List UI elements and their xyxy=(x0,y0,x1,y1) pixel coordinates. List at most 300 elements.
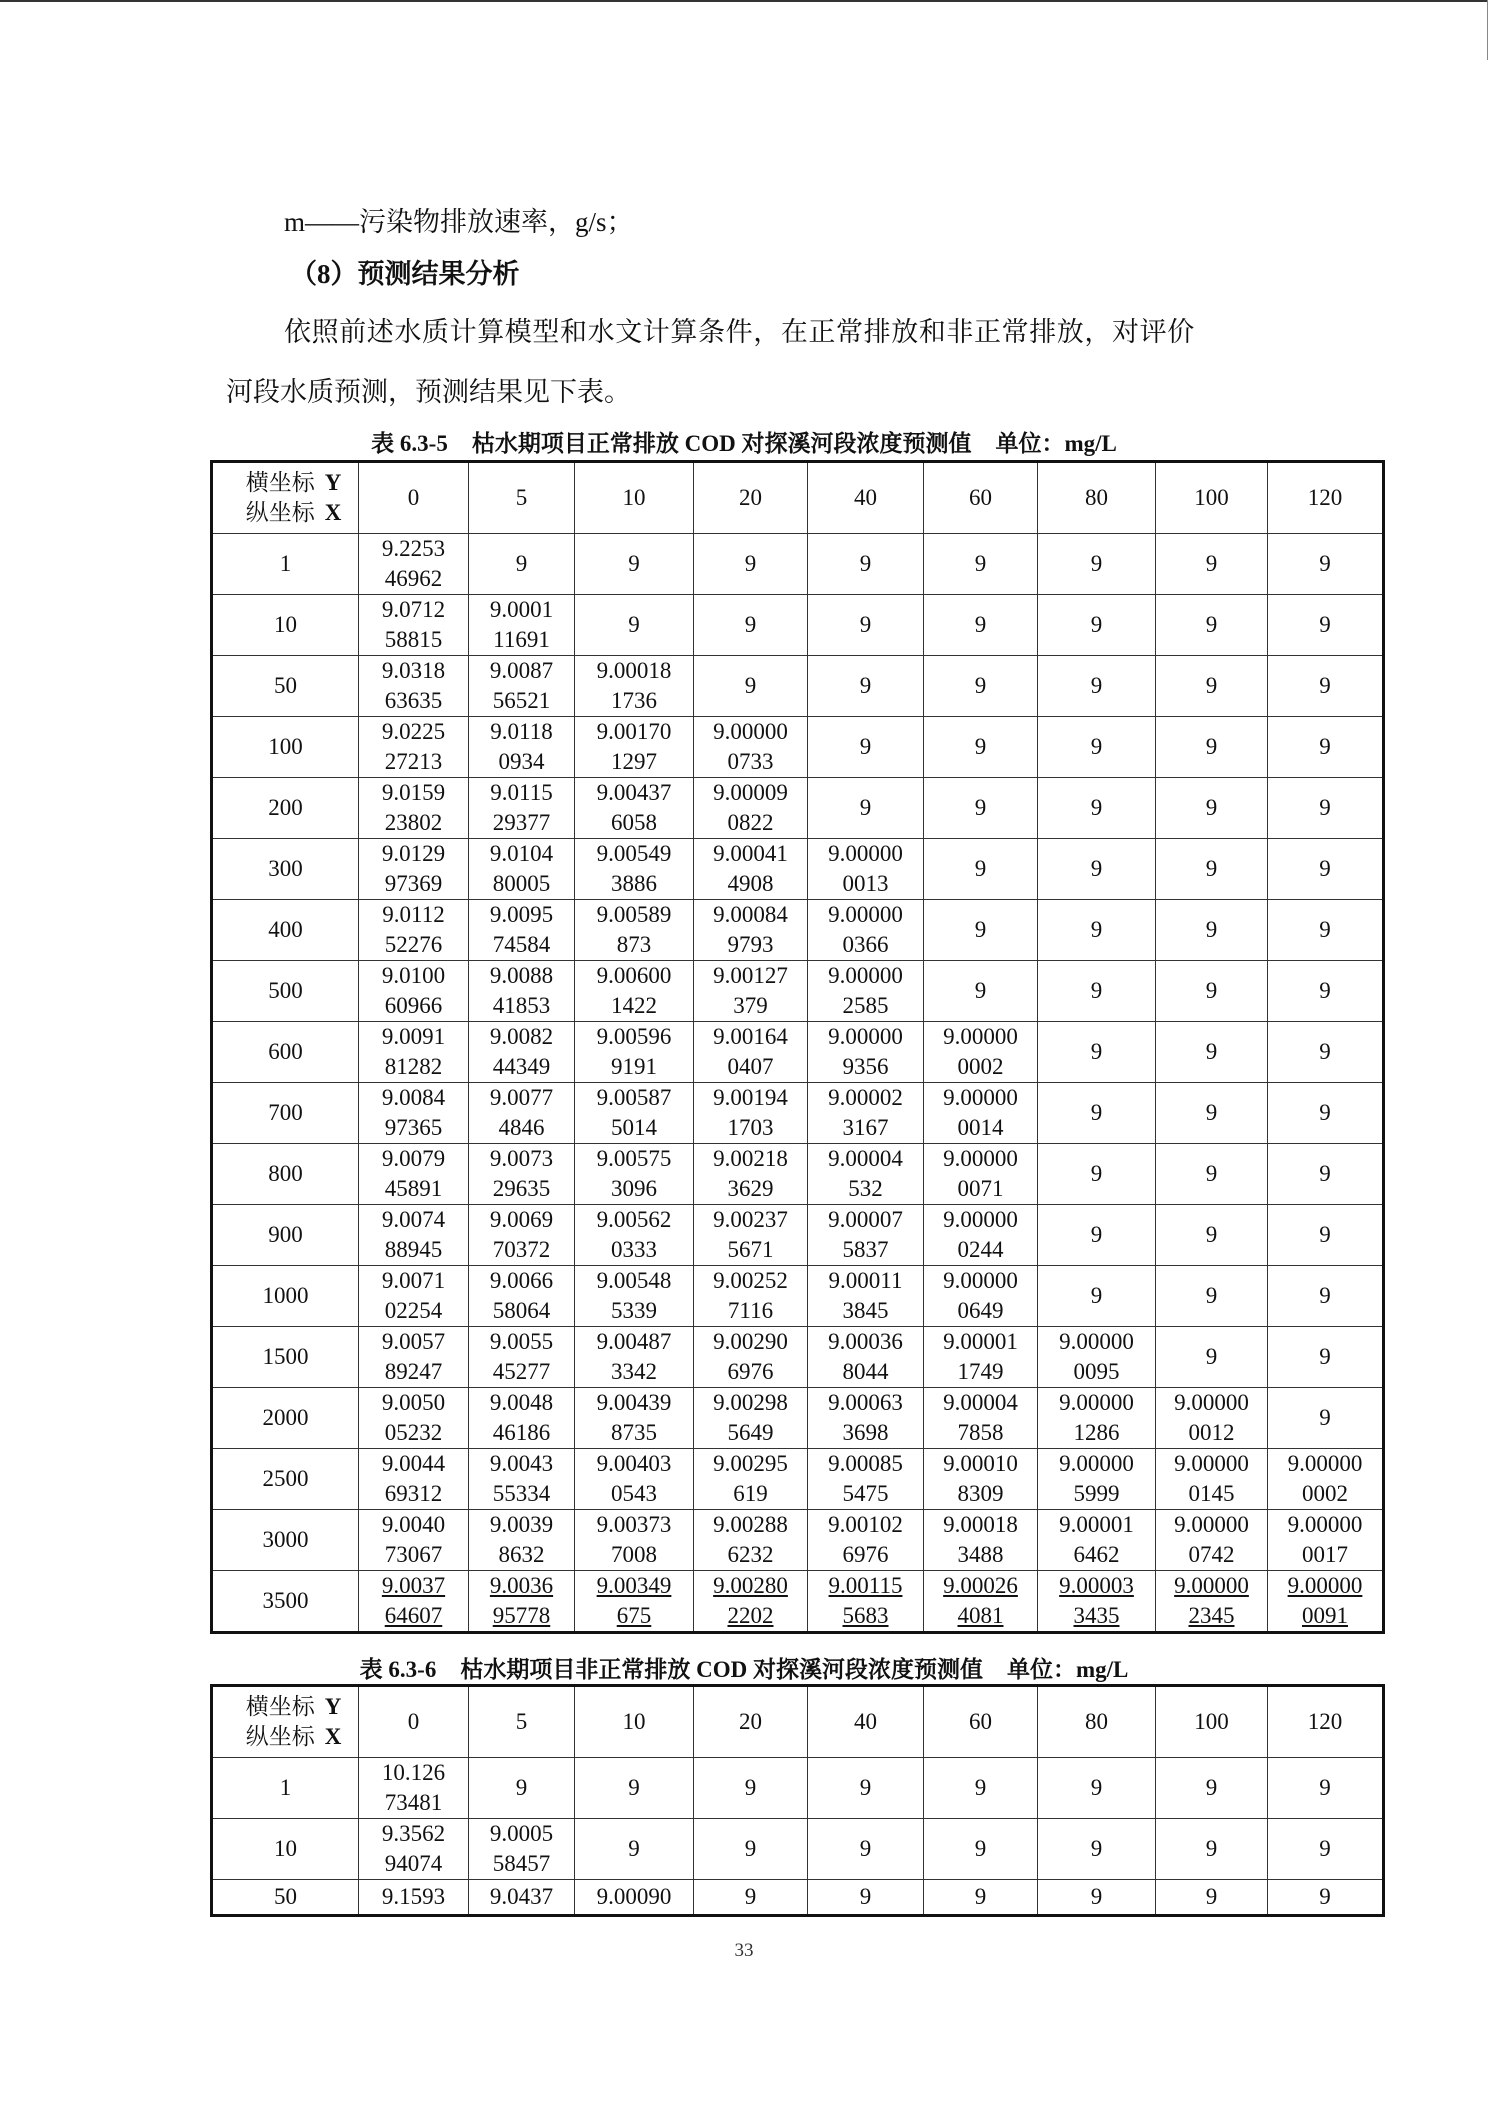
concentration-cell xyxy=(575,1022,694,1083)
value-line-1: 9.00000 xyxy=(828,963,903,988)
value-line-2: 3629 xyxy=(727,1176,774,1201)
concentration-cell xyxy=(1268,717,1384,778)
value-line-1: 9.0055 xyxy=(489,1329,554,1354)
row-header-x: 900 xyxy=(212,1205,359,1266)
value-line-1: 9 xyxy=(1319,1884,1331,1909)
table-row xyxy=(212,534,1384,595)
value-line-2: 7008 xyxy=(611,1542,657,1567)
x-axis-letter: X xyxy=(324,1724,342,1749)
row-header-x: 2500 xyxy=(212,1449,359,1510)
value-line-1: 9 xyxy=(1205,856,1218,881)
value-line-1: 9.00000 xyxy=(1287,1573,1363,1598)
value-line-1: 9 xyxy=(974,917,987,942)
value-line-1: 9.00003 xyxy=(1059,1573,1134,1598)
value-line-1: 9.00298 xyxy=(713,1390,788,1415)
value-line-1: 9 xyxy=(1090,1836,1103,1861)
value-line-1: 9 xyxy=(1319,551,1331,576)
concentration-cell xyxy=(469,961,575,1022)
column-header-y: 100 xyxy=(1156,462,1268,534)
body-paragraph-line-1: 依照前述水质计算模型和水文计算条件，在正常排放和非正常排放，对评价 xyxy=(284,317,1195,347)
corner-header-cell xyxy=(212,462,359,534)
value-line-1: 9 xyxy=(974,856,987,881)
value-line-2: 0145 xyxy=(1188,1481,1235,1506)
value-line-1: 9.00002 xyxy=(828,1085,903,1110)
value-line-1: 9 xyxy=(1205,795,1218,820)
column-header-y: 40 xyxy=(808,1686,924,1758)
value-line-1: 9 xyxy=(859,673,872,698)
concentration-cell xyxy=(1156,1449,1268,1510)
concentration-cell xyxy=(1156,717,1268,778)
value-line-1: 9.0069 xyxy=(489,1207,554,1232)
column-header-y: 100 xyxy=(1156,1686,1268,1758)
concentration-cell xyxy=(924,1205,1038,1266)
concentration-cell xyxy=(575,1449,694,1510)
concentration-cell xyxy=(1156,1388,1268,1449)
concentration-cell xyxy=(1268,1083,1384,1144)
value-line-2: 3435 xyxy=(1073,1603,1120,1628)
value-line-2: 81282 xyxy=(384,1054,443,1079)
value-line-1: 9 xyxy=(1090,1884,1103,1909)
table-row xyxy=(212,778,1384,839)
value-line-2: 58457 xyxy=(492,1851,551,1876)
column-header-y: 120 xyxy=(1268,1686,1384,1758)
value-line-1: 9.00218 xyxy=(713,1146,788,1171)
table-row xyxy=(212,1880,1384,1916)
concentration-cell xyxy=(1038,595,1156,656)
value-line-1: 9.0005 xyxy=(489,1821,554,1846)
table-row xyxy=(212,1144,1384,1205)
concentration-cell xyxy=(359,1819,469,1880)
value-line-1: 9 xyxy=(974,1775,987,1800)
value-line-2: 0071 xyxy=(957,1176,1004,1201)
value-line-1: 9 xyxy=(1319,1283,1331,1308)
concentration-cell xyxy=(694,1083,808,1144)
concentration-cell xyxy=(1268,1510,1384,1571)
row-header-x: 600 xyxy=(212,1022,359,1083)
x-axis-label: 纵坐标 xyxy=(245,500,315,525)
concentration-cell xyxy=(1268,778,1384,839)
concentration-cell xyxy=(924,534,1038,595)
concentration-cell xyxy=(1038,656,1156,717)
caption-id: 表 6.3-5 xyxy=(371,431,448,456)
value-line-2: 6058 xyxy=(611,810,657,835)
value-line-1: 9 xyxy=(1090,1039,1103,1064)
table-row xyxy=(212,961,1384,1022)
column-header-y: 10 xyxy=(575,462,694,534)
concentration-cell xyxy=(808,1022,924,1083)
value-line-2: 45277 xyxy=(492,1359,551,1384)
concentration-cell xyxy=(1038,1819,1156,1880)
concentration-cell xyxy=(924,656,1038,717)
concentration-cell xyxy=(359,1205,469,1266)
value-line-1: 9 xyxy=(1090,1100,1103,1125)
concentration-cell xyxy=(469,1205,575,1266)
value-line-1: 9 xyxy=(1205,1775,1218,1800)
value-line-2: 89247 xyxy=(384,1359,443,1384)
value-line-2: 1736 xyxy=(611,688,657,713)
concentration-cell xyxy=(359,1449,469,1510)
concentration-cell xyxy=(1268,1144,1384,1205)
row-header-x: 10 xyxy=(212,595,359,656)
concentration-cell xyxy=(469,839,575,900)
concentration-cell xyxy=(808,656,924,717)
concentration-cell xyxy=(1038,1388,1156,1449)
x-axis-letter: X xyxy=(324,500,342,525)
concentration-cell xyxy=(469,1571,575,1633)
concentration-cell xyxy=(359,534,469,595)
row-header-x: 1000 xyxy=(212,1266,359,1327)
concentration-cell xyxy=(1268,900,1384,961)
concentration-cell xyxy=(924,1510,1038,1571)
concentration-cell xyxy=(808,595,924,656)
table-row xyxy=(212,1022,1384,1083)
concentration-cell xyxy=(469,778,575,839)
table-row xyxy=(212,1388,1384,1449)
value-line-2: 0366 xyxy=(842,932,889,957)
value-line-1: 9 xyxy=(859,795,872,820)
value-line-2: 0742 xyxy=(1188,1542,1235,1567)
concentration-cell xyxy=(575,656,694,717)
column-header-y: 10 xyxy=(575,1686,694,1758)
value-line-1: 9.00000 xyxy=(1174,1573,1249,1598)
value-line-1: 10.126 xyxy=(381,1760,446,1785)
value-line-1: 9.0048 xyxy=(489,1390,554,1415)
definition-line-m: m——污染物排放速率，g/s； xyxy=(284,207,634,237)
value-line-1: 9.00041 xyxy=(713,841,788,866)
value-line-2: 3845 xyxy=(842,1298,889,1323)
table-6-3-5 xyxy=(210,460,1385,1634)
value-line-2: 52276 xyxy=(384,932,443,957)
concentration-cell xyxy=(1038,1327,1156,1388)
concentration-cell xyxy=(359,1758,469,1819)
concentration-cell xyxy=(1038,1449,1156,1510)
value-line-1: 9.00102 xyxy=(828,1512,903,1537)
value-line-1: 9 xyxy=(974,795,987,820)
concentration-cell xyxy=(694,1571,808,1633)
value-line-2: 73481 xyxy=(384,1790,443,1815)
value-line-1: 9 xyxy=(1319,734,1331,759)
concentration-cell xyxy=(924,839,1038,900)
value-line-2: 0014 xyxy=(957,1115,1004,1140)
concentration-cell xyxy=(575,1819,694,1880)
value-line-2: 11691 xyxy=(493,627,550,652)
value-line-2: 58815 xyxy=(384,627,443,652)
y-axis-label: 横坐标 xyxy=(245,470,315,495)
value-line-1: 9.00000 xyxy=(713,719,788,744)
value-line-1: 9.00011 xyxy=(828,1268,903,1293)
value-line-1: 9 xyxy=(1205,1344,1218,1369)
value-line-1: 9.0066 xyxy=(489,1268,554,1293)
concentration-cell xyxy=(469,1022,575,1083)
value-line-1: 9 xyxy=(515,1775,528,1800)
table-row xyxy=(212,1205,1384,1266)
value-line-1: 9 xyxy=(1319,1161,1331,1186)
value-line-1: 9.00439 xyxy=(596,1390,672,1415)
concentration-cell xyxy=(1268,1880,1384,1916)
value-line-2: 0649 xyxy=(957,1298,1004,1323)
value-line-1: 9.00000 xyxy=(1287,1512,1363,1537)
value-line-1: 9.00000 xyxy=(1059,1329,1134,1354)
value-line-1: 9 xyxy=(1205,551,1218,576)
concentration-cell xyxy=(575,1758,694,1819)
concentration-cell xyxy=(808,1880,924,1916)
concentration-cell xyxy=(808,1388,924,1449)
value-line-2: 23802 xyxy=(384,810,443,835)
value-line-1: 9 xyxy=(515,551,528,576)
value-line-2: 3167 xyxy=(842,1115,889,1140)
concentration-cell xyxy=(1268,1758,1384,1819)
value-line-1: 9 xyxy=(1090,1222,1103,1247)
value-line-1: 9 xyxy=(744,612,757,637)
table-header-row xyxy=(212,1686,1384,1758)
value-line-2: 1749 xyxy=(957,1359,1004,1384)
value-line-2: 46962 xyxy=(384,566,443,591)
concentration-cell xyxy=(469,1449,575,1510)
value-line-1: 9 xyxy=(628,1775,640,1800)
x-axis-label: 纵坐标 xyxy=(245,1724,315,1749)
value-line-2: 5339 xyxy=(611,1298,657,1323)
value-line-2: 29377 xyxy=(492,810,551,835)
value-line-2: 60966 xyxy=(384,993,443,1018)
value-line-2: 6976 xyxy=(727,1359,774,1384)
column-header-y: 0 xyxy=(359,1686,469,1758)
value-line-2: 8044 xyxy=(842,1359,889,1384)
concentration-cell xyxy=(1156,961,1268,1022)
value-line-1: 9.00194 xyxy=(713,1085,788,1110)
concentration-cell xyxy=(808,1266,924,1327)
concentration-cell xyxy=(808,778,924,839)
value-line-1: 9 xyxy=(974,1884,987,1909)
value-line-2: 69312 xyxy=(384,1481,443,1506)
concentration-cell xyxy=(1156,1510,1268,1571)
value-line-2: 3342 xyxy=(611,1359,657,1384)
concentration-cell xyxy=(1268,1205,1384,1266)
table-row xyxy=(212,900,1384,961)
concentration-cell xyxy=(469,1327,575,1388)
value-line-1: 9 xyxy=(1205,734,1218,759)
value-line-1: 9 xyxy=(628,1836,640,1861)
value-line-1: 9.00004 xyxy=(943,1390,1018,1415)
value-line-1: 9 xyxy=(1319,1775,1331,1800)
value-line-1: 9.00084 xyxy=(713,902,788,927)
value-line-1: 9.0112 xyxy=(382,902,445,927)
column-header-y: 60 xyxy=(924,462,1038,534)
concentration-cell xyxy=(694,1266,808,1327)
concentration-cell xyxy=(469,656,575,717)
value-line-1: 9 xyxy=(974,734,987,759)
concentration-cell xyxy=(575,1266,694,1327)
concentration-cell xyxy=(575,1510,694,1571)
value-line-2: 1422 xyxy=(611,993,657,1018)
row-header-x: 700 xyxy=(212,1083,359,1144)
value-line-1: 9 xyxy=(1205,612,1218,637)
value-line-2: 0091 xyxy=(1302,1603,1348,1628)
value-line-1: 9 xyxy=(744,1836,757,1861)
value-line-1: 9.0071 xyxy=(381,1268,446,1293)
table-row xyxy=(212,1510,1384,1571)
concentration-cell xyxy=(1038,1205,1156,1266)
concentration-cell xyxy=(1268,656,1384,717)
value-line-1: 9.0437 xyxy=(489,1884,554,1909)
concentration-cell xyxy=(694,1144,808,1205)
caption-unit: 单位：mg/L xyxy=(1006,1657,1129,1682)
concentration-cell xyxy=(1038,1880,1156,1916)
value-line-1: 9 xyxy=(1090,1283,1103,1308)
value-line-2: 9793 xyxy=(727,932,774,957)
concentration-cell xyxy=(1156,839,1268,900)
value-line-1: 9.00000 xyxy=(828,1024,903,1049)
value-line-1: 9 xyxy=(1205,673,1218,698)
table-row xyxy=(212,1449,1384,1510)
value-line-2: 0002 xyxy=(1302,1481,1348,1506)
value-line-1: 9.00000 xyxy=(1287,1451,1363,1476)
value-line-2: 1297 xyxy=(611,749,657,774)
concentration-cell xyxy=(694,900,808,961)
page-top-border xyxy=(0,0,1488,2)
concentration-cell xyxy=(694,595,808,656)
value-line-1: 9 xyxy=(1319,673,1331,698)
column-header-y: 5 xyxy=(469,1686,575,1758)
value-line-2: 2585 xyxy=(842,993,889,1018)
value-line-1: 9.0087 xyxy=(489,658,554,683)
value-line-2: 4846 xyxy=(498,1115,545,1140)
row-header-x: 3500 xyxy=(212,1571,359,1633)
row-header-x: 1 xyxy=(212,1758,359,1819)
concentration-cell xyxy=(694,656,808,717)
value-line-2: 95778 xyxy=(492,1603,551,1628)
concentration-cell xyxy=(575,1327,694,1388)
concentration-cell xyxy=(359,778,469,839)
concentration-cell xyxy=(1156,656,1268,717)
concentration-cell xyxy=(924,1449,1038,1510)
concentration-cell xyxy=(808,1083,924,1144)
concentration-cell xyxy=(808,961,924,1022)
value-line-1: 9 xyxy=(1319,856,1331,881)
value-line-1: 9.00000 xyxy=(828,841,903,866)
table-row xyxy=(212,717,1384,778)
concentration-cell xyxy=(575,778,694,839)
row-header-x: 50 xyxy=(212,1880,359,1916)
concentration-cell xyxy=(808,1144,924,1205)
table-header-row xyxy=(212,462,1384,534)
value-line-2: 6976 xyxy=(842,1542,889,1567)
value-line-2: 73067 xyxy=(384,1542,443,1567)
concentration-cell xyxy=(1156,1819,1268,1880)
value-line-1: 9 xyxy=(974,612,987,637)
concentration-cell xyxy=(575,1205,694,1266)
column-header-y: 5 xyxy=(469,462,575,534)
concentration-cell xyxy=(808,1571,924,1633)
concentration-cell xyxy=(1156,1144,1268,1205)
value-line-2: 2345 xyxy=(1188,1603,1235,1628)
value-line-2: 0407 xyxy=(727,1054,774,1079)
value-line-1: 9.00170 xyxy=(596,719,672,744)
concentration-cell xyxy=(575,717,694,778)
concentration-cell xyxy=(1156,1266,1268,1327)
value-line-1: 9.00090 xyxy=(596,1884,672,1909)
value-line-1: 9.0039 xyxy=(489,1512,554,1537)
value-line-1: 9.0074 xyxy=(381,1207,446,1232)
value-line-1: 9.00589 xyxy=(596,902,672,927)
value-line-2: 8309 xyxy=(957,1481,1004,1506)
row-header-x: 400 xyxy=(212,900,359,961)
concentration-cell xyxy=(694,1880,808,1916)
concentration-cell xyxy=(469,595,575,656)
concentration-cell xyxy=(469,1388,575,1449)
concentration-cell xyxy=(694,1022,808,1083)
concentration-cell xyxy=(694,1449,808,1510)
value-line-2: 6462 xyxy=(1073,1542,1120,1567)
concentration-cell xyxy=(1038,839,1156,900)
concentration-cell xyxy=(1268,534,1384,595)
concentration-cell xyxy=(359,595,469,656)
value-line-1: 9 xyxy=(1319,612,1331,637)
concentration-cell xyxy=(924,1571,1038,1633)
concentration-cell xyxy=(694,534,808,595)
value-line-2: 55334 xyxy=(492,1481,551,1506)
value-line-1: 9.0043 xyxy=(489,1451,554,1476)
concentration-cell xyxy=(359,1022,469,1083)
value-line-2: 46186 xyxy=(492,1420,551,1445)
table-row xyxy=(212,1758,1384,1819)
value-line-1: 9 xyxy=(1205,1039,1218,1064)
table-caption-6-3-6 xyxy=(0,1651,1488,1684)
value-line-1: 9 xyxy=(1090,673,1103,698)
value-line-2: 94074 xyxy=(384,1851,443,1876)
value-line-1: 9.0225 xyxy=(381,719,446,744)
value-line-1: 9.00018 xyxy=(596,658,672,683)
value-line-1: 9.00009 xyxy=(713,780,788,805)
value-line-1: 9 xyxy=(744,1884,757,1909)
value-line-2: 27213 xyxy=(384,749,443,774)
concentration-cell xyxy=(1038,1083,1156,1144)
value-line-1: 9.0044 xyxy=(381,1451,446,1476)
value-line-1: 9.00115 xyxy=(828,1573,903,1598)
table-row xyxy=(212,1083,1384,1144)
concentration-cell xyxy=(575,1144,694,1205)
concentration-cell xyxy=(359,1571,469,1633)
value-line-1: 9.00280 xyxy=(713,1573,788,1598)
body-paragraph-line-2: 河段水质预测，预测结果见下表。 xyxy=(226,377,631,407)
value-line-1: 9 xyxy=(859,1836,872,1861)
value-line-1: 9 xyxy=(974,673,987,698)
concentration-cell xyxy=(694,1510,808,1571)
value-line-2: 0934 xyxy=(498,749,545,774)
concentration-cell xyxy=(1038,534,1156,595)
concentration-cell xyxy=(469,1266,575,1327)
concentration-cell xyxy=(1268,1266,1384,1327)
concentration-cell xyxy=(575,1388,694,1449)
row-header-x: 500 xyxy=(212,961,359,1022)
value-line-2: 1286 xyxy=(1073,1420,1120,1445)
value-line-1: 9.0057 xyxy=(381,1329,446,1354)
concentration-cell xyxy=(924,1144,1038,1205)
column-header-y: 80 xyxy=(1038,1686,1156,1758)
value-line-1: 9 xyxy=(1319,1222,1331,1247)
value-line-1: 9.0115 xyxy=(490,780,553,805)
value-line-1: 9 xyxy=(744,1775,757,1800)
value-line-1: 9.0079 xyxy=(381,1146,446,1171)
value-line-1: 9.00000 xyxy=(943,1207,1018,1232)
value-line-1: 9.00562 xyxy=(596,1207,672,1232)
value-line-1: 9 xyxy=(1205,1222,1218,1247)
value-line-1: 9 xyxy=(1205,1100,1218,1125)
concentration-cell xyxy=(1268,1388,1384,1449)
value-line-1: 9 xyxy=(1205,978,1218,1003)
concentration-cell xyxy=(694,778,808,839)
concentration-cell xyxy=(359,717,469,778)
concentration-cell xyxy=(808,534,924,595)
